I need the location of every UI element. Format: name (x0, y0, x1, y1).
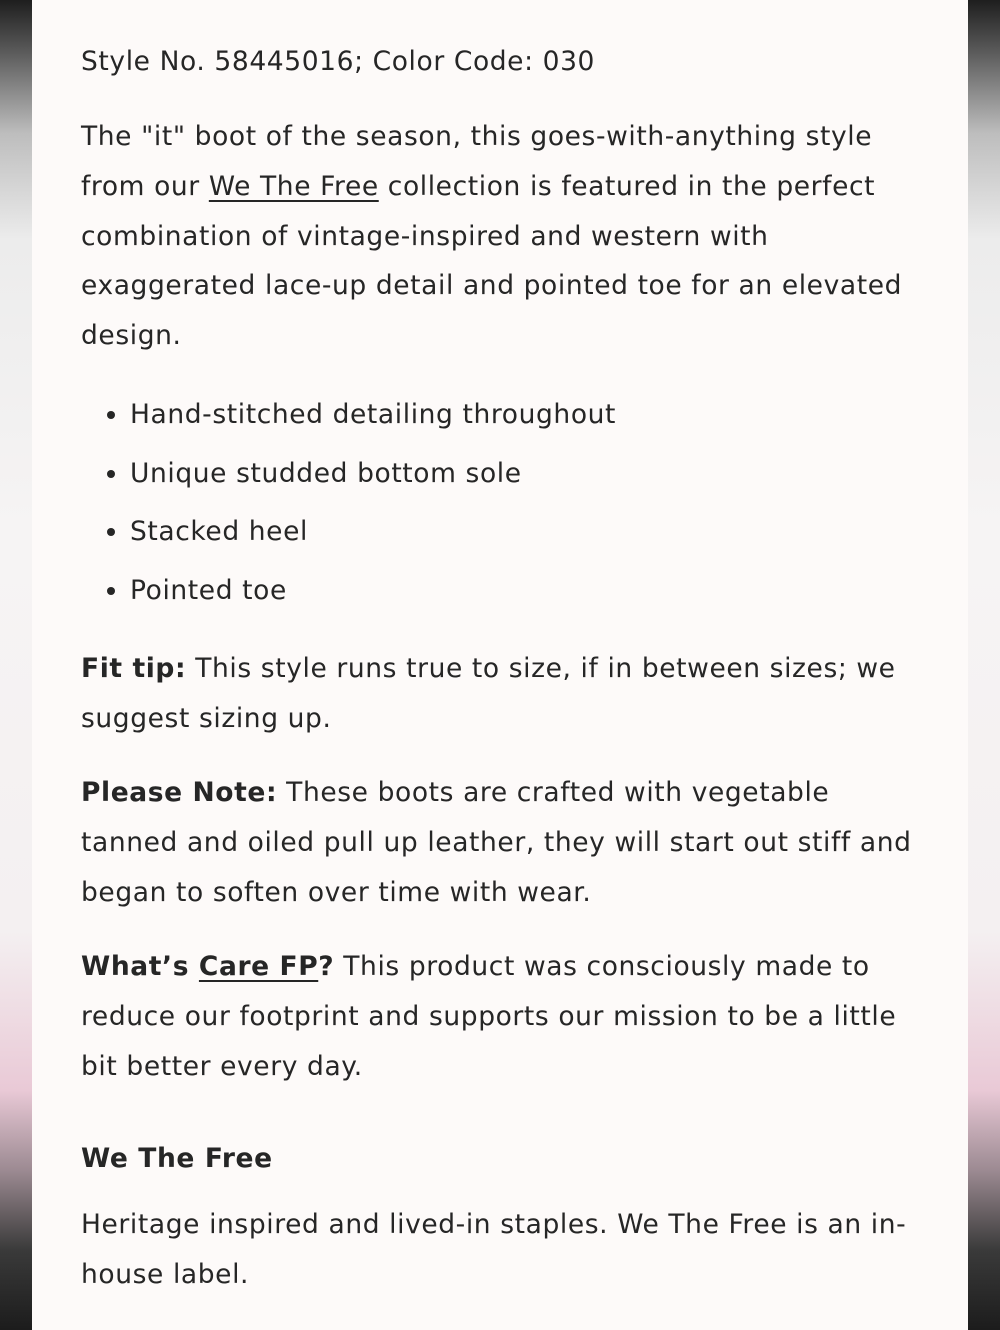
please-note-label: Please Note: (81, 777, 278, 808)
list-item (81, 566, 616, 625)
care-fp-section (81, 942, 931, 1091)
left-edge-shadow (0, 0, 32, 1330)
bullet-icon (107, 470, 115, 478)
we-the-free-link[interactable]: We The Free (208, 170, 379, 202)
bullet-icon (107, 528, 115, 536)
description-text: The "it" boot of the season, this goes-with-anything style from our (81, 121, 873, 202)
list-item (81, 449, 616, 508)
list-item (81, 507, 616, 566)
please-note (81, 768, 931, 917)
right-edge-shadow (968, 0, 1000, 1330)
feature-text: Stacked heel (130, 516, 308, 547)
care-label-prefix: What’s (81, 951, 199, 982)
fit-tip (81, 644, 931, 744)
bullet-icon (107, 587, 115, 595)
list-item (81, 390, 616, 449)
feature-text: Pointed toe (130, 574, 287, 606)
please-note-text: These boots are crafted with vegetable tanned and oiled pull up leather, they will start out stiff and began to soften over time with wear. (81, 777, 912, 908)
feature-list (81, 390, 616, 624)
fit-tip-text: This style runs true to size, if in between sizes; we suggest sizing up. (81, 653, 896, 734)
care-label-suffix: ? (318, 951, 335, 982)
brand-heading: We The Free (81, 1143, 273, 1174)
feature-text: Unique studded bottom sole (130, 457, 522, 489)
bullet-icon (107, 411, 115, 419)
care-text: This product was consciously made to reduce our footprint and supports our mission to be a little bit better every day. (81, 951, 897, 1082)
style-number: Style No. 58445016; Color Code: 030 (81, 46, 596, 77)
care-fp-link[interactable]: Care FP (198, 951, 319, 982)
product-description (81, 112, 931, 361)
description-text-continued: collection is featured in the perfect combination of vintage-inspired and western with exaggerated lace-up detail and pointed toe for an elevated design. (81, 170, 903, 352)
brand-description: Heritage inspired and lived-in staples. We The Free is an in-house label. (81, 1209, 907, 1290)
fit-tip-label: Fit tip: (81, 653, 187, 684)
feature-text: Hand-stitched detailing throughout (130, 399, 617, 430)
